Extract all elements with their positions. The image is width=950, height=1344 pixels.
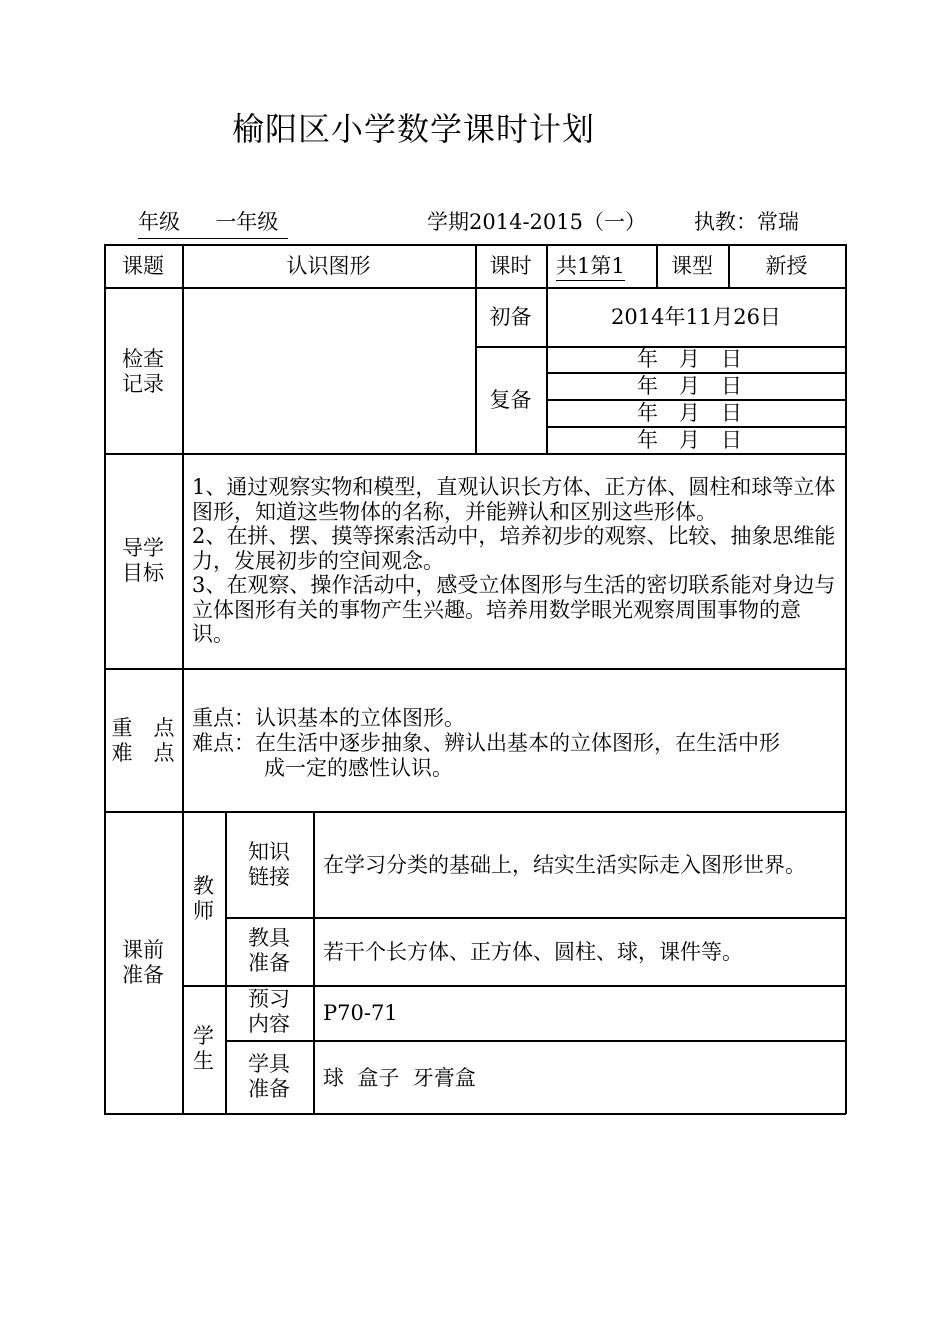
topic-label: 课题 [122,254,164,278]
student-tools-value: 球 盒子 牙膏盒 [323,1066,476,1090]
teacher-field: 执教：常瑞 [694,210,799,234]
goal-item-3: 3、在观察、操作活动中，感受立体图形与生活的密切联系能对身边与立体图形有关的事物产生兴趣。培养用数学眼光观察周围事物的意识。 [192,573,836,646]
difficulty-line-2: 成一定的感性认识。 [264,756,453,780]
page-title: 榆阳区小学数学课时计划 [232,110,596,148]
grade-field [138,206,288,239]
type-value: 新授 [765,254,808,278]
preview-value: P70-71 [323,1001,398,1025]
tools-label: 教具 准备 [248,926,290,975]
grade-label: 年级 [138,210,180,234]
prep-label: 课前 准备 [122,938,164,987]
knowledge-value: 在学习分类的基础上，结实生活实际走入图形世界。 [323,853,806,877]
term-field: 学期2014-2015（一） [427,210,646,234]
key-label: 重 点 难 点 [111,716,175,765]
initial-date: 2014年11月26日 [611,305,781,329]
check-label: 检查 记录 [122,347,164,396]
teacher-label: 教 师 [193,874,214,923]
key-point: 重点：认识基本的立体图形。 [192,706,465,730]
period-label: 课时 [489,254,532,278]
preview-label: 预习 内容 [248,987,290,1036]
student-tools-label: 学具 准备 [248,1052,290,1101]
goals-label: 导学 目标 [122,536,164,585]
review-date-2: 年 月 日 [637,374,742,398]
knowledge-label: 知识 链接 [248,840,290,889]
goal-item-2: 2、在拼、摆、摸等探索活动中，培养初步的观察、比较、抽象思维能力，发展初步的空间观念。 [192,524,836,573]
review-date-3: 年 月 日 [637,401,742,425]
type-label: 课型 [671,254,713,278]
topic-value: 认识图形 [286,254,371,278]
student-label: 学 生 [193,1024,214,1073]
review-date-4: 年 月 日 [637,428,742,452]
initial-label: 初备 [489,305,532,329]
review-label: 复备 [489,388,532,412]
grade-value: 一年级 [215,210,279,234]
review-date-1: 年 月 日 [637,347,742,371]
goals-list [192,475,840,647]
tools-value: 若干个长方体、正方体、圆柱、球，课件等。 [323,940,743,964]
period-value: 共1第1 [556,254,625,279]
goal-item-1: 1、通过观察实物和模型，直观认识长方体、正方体、圆柱和球等立体图形，知道这些物体的名称，并能辨认和区别这些形体。 [192,475,836,524]
difficulty-line-1: 难点：在生活中逐步抽象、辨认出基本的立体图形，在生活中形 [192,731,780,755]
